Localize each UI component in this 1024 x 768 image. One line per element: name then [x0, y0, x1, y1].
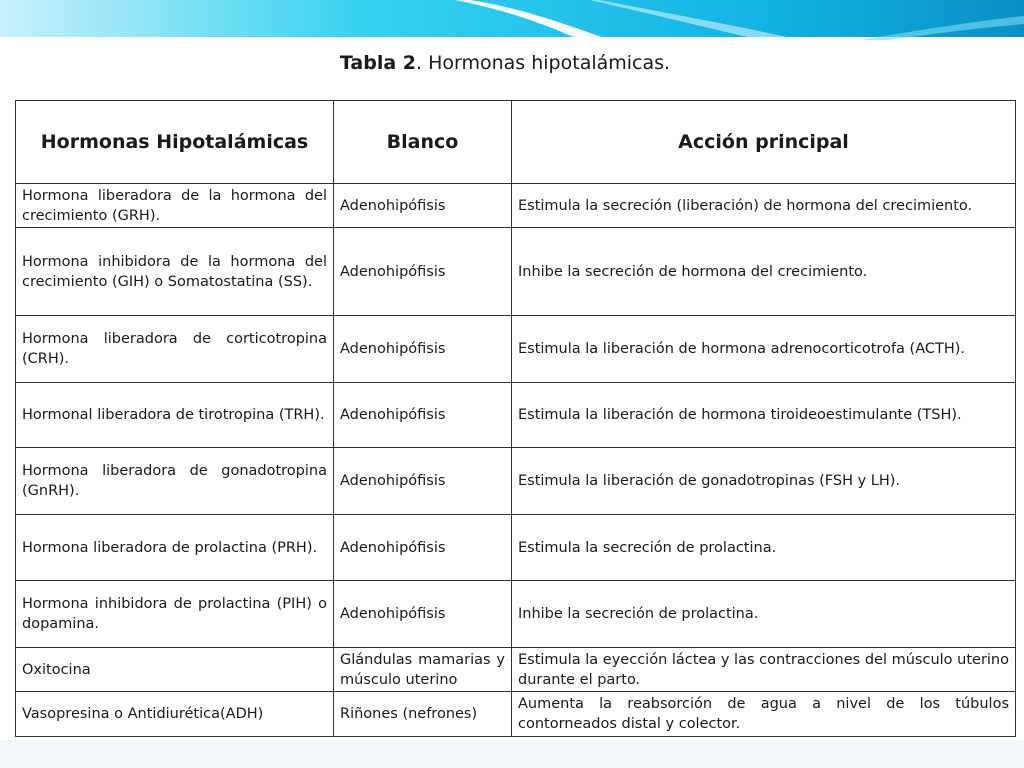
target-cell: Adenohipófisis — [334, 316, 512, 383]
target-cell: Adenohipófisis — [334, 515, 512, 581]
table-row — [16, 448, 1016, 515]
table-caption-number: Tabla 2 — [339, 52, 417, 74]
target-cell: Riñones (nefrones) — [334, 692, 512, 737]
hormone-cell: Hormona inhibidora de la hormona del crecimiento (GIH) o Somatostatina (SS). — [16, 228, 334, 316]
hormone-cell: Vasopresina o Antidiurética(ADH) — [16, 692, 334, 737]
target-cell: Adenohipófisis — [334, 184, 512, 228]
table-row — [16, 648, 1016, 692]
action-cell: Aumenta la reabsorción de agua a nivel de los túbulos contorneados distal y colector. — [512, 692, 1016, 737]
header-wave-decoration — [0, 0, 1024, 40]
target-cell: Adenohipófisis — [334, 228, 512, 316]
column-header-action: Acción principal — [512, 101, 1016, 184]
target-cell: Adenohipófisis — [334, 448, 512, 515]
action-cell: Inhibe la secreción de hormona del crecimiento. — [512, 228, 1016, 316]
table-row — [16, 515, 1016, 581]
hormone-cell: Hormonal liberadora de tirotropina (TRH). — [16, 383, 334, 448]
column-header-target: Blanco — [334, 101, 512, 184]
table-header-row — [16, 101, 1016, 184]
hormone-cell: Hormona liberadora de prolactina (PRH). — [16, 515, 334, 581]
action-cell: Inhibe la secreción de prolactina. — [512, 581, 1016, 648]
hormone-cell: Hormona inhibidora de prolactina (PIH) o dopamina. — [16, 581, 334, 648]
table-row — [16, 228, 1016, 316]
table-row — [16, 692, 1016, 737]
table-caption — [0, 52, 1010, 74]
action-cell: Estimula la eyección láctea y las contracciones del músculo uterino durante el parto. — [512, 648, 1016, 692]
table-row — [16, 383, 1016, 448]
target-cell: Glándulas mamarias y músculo uterino — [334, 648, 512, 692]
action-cell: Estimula la secreción de prolactina. — [512, 515, 1016, 581]
target-cell: Adenohipófisis — [334, 383, 512, 448]
table-row — [16, 316, 1016, 383]
action-cell: Estimula la liberación de gonadotropinas (FSH y LH). — [512, 448, 1016, 515]
hormone-cell: Hormona liberadora de gonadotropina (GnRH). — [16, 448, 334, 515]
footer-band — [0, 740, 1024, 768]
hypothalamic-hormones-table — [15, 100, 1016, 737]
action-cell: Estimula la secreción (liberación) de hormona del crecimiento. — [512, 184, 1016, 228]
table-row — [16, 184, 1016, 228]
table-row — [16, 581, 1016, 648]
target-cell: Adenohipófisis — [334, 581, 512, 648]
column-header-hormones: Hormonas Hipotalámicas — [16, 101, 334, 184]
action-cell: Estimula la liberación de hormona adrenocorticotrofa (ACTH). — [512, 316, 1016, 383]
table-caption-text: . Hormonas hipotalámicas. — [416, 52, 671, 74]
hormone-cell: Hormona liberadora de corticotropina (CRH). — [16, 316, 334, 383]
hormone-cell: Hormona liberadora de la hormona del crecimiento (GRH). — [16, 184, 334, 228]
action-cell: Estimula la liberación de hormona tiroideoestimulante (TSH). — [512, 383, 1016, 448]
hormone-cell: Oxitocina — [16, 648, 334, 692]
